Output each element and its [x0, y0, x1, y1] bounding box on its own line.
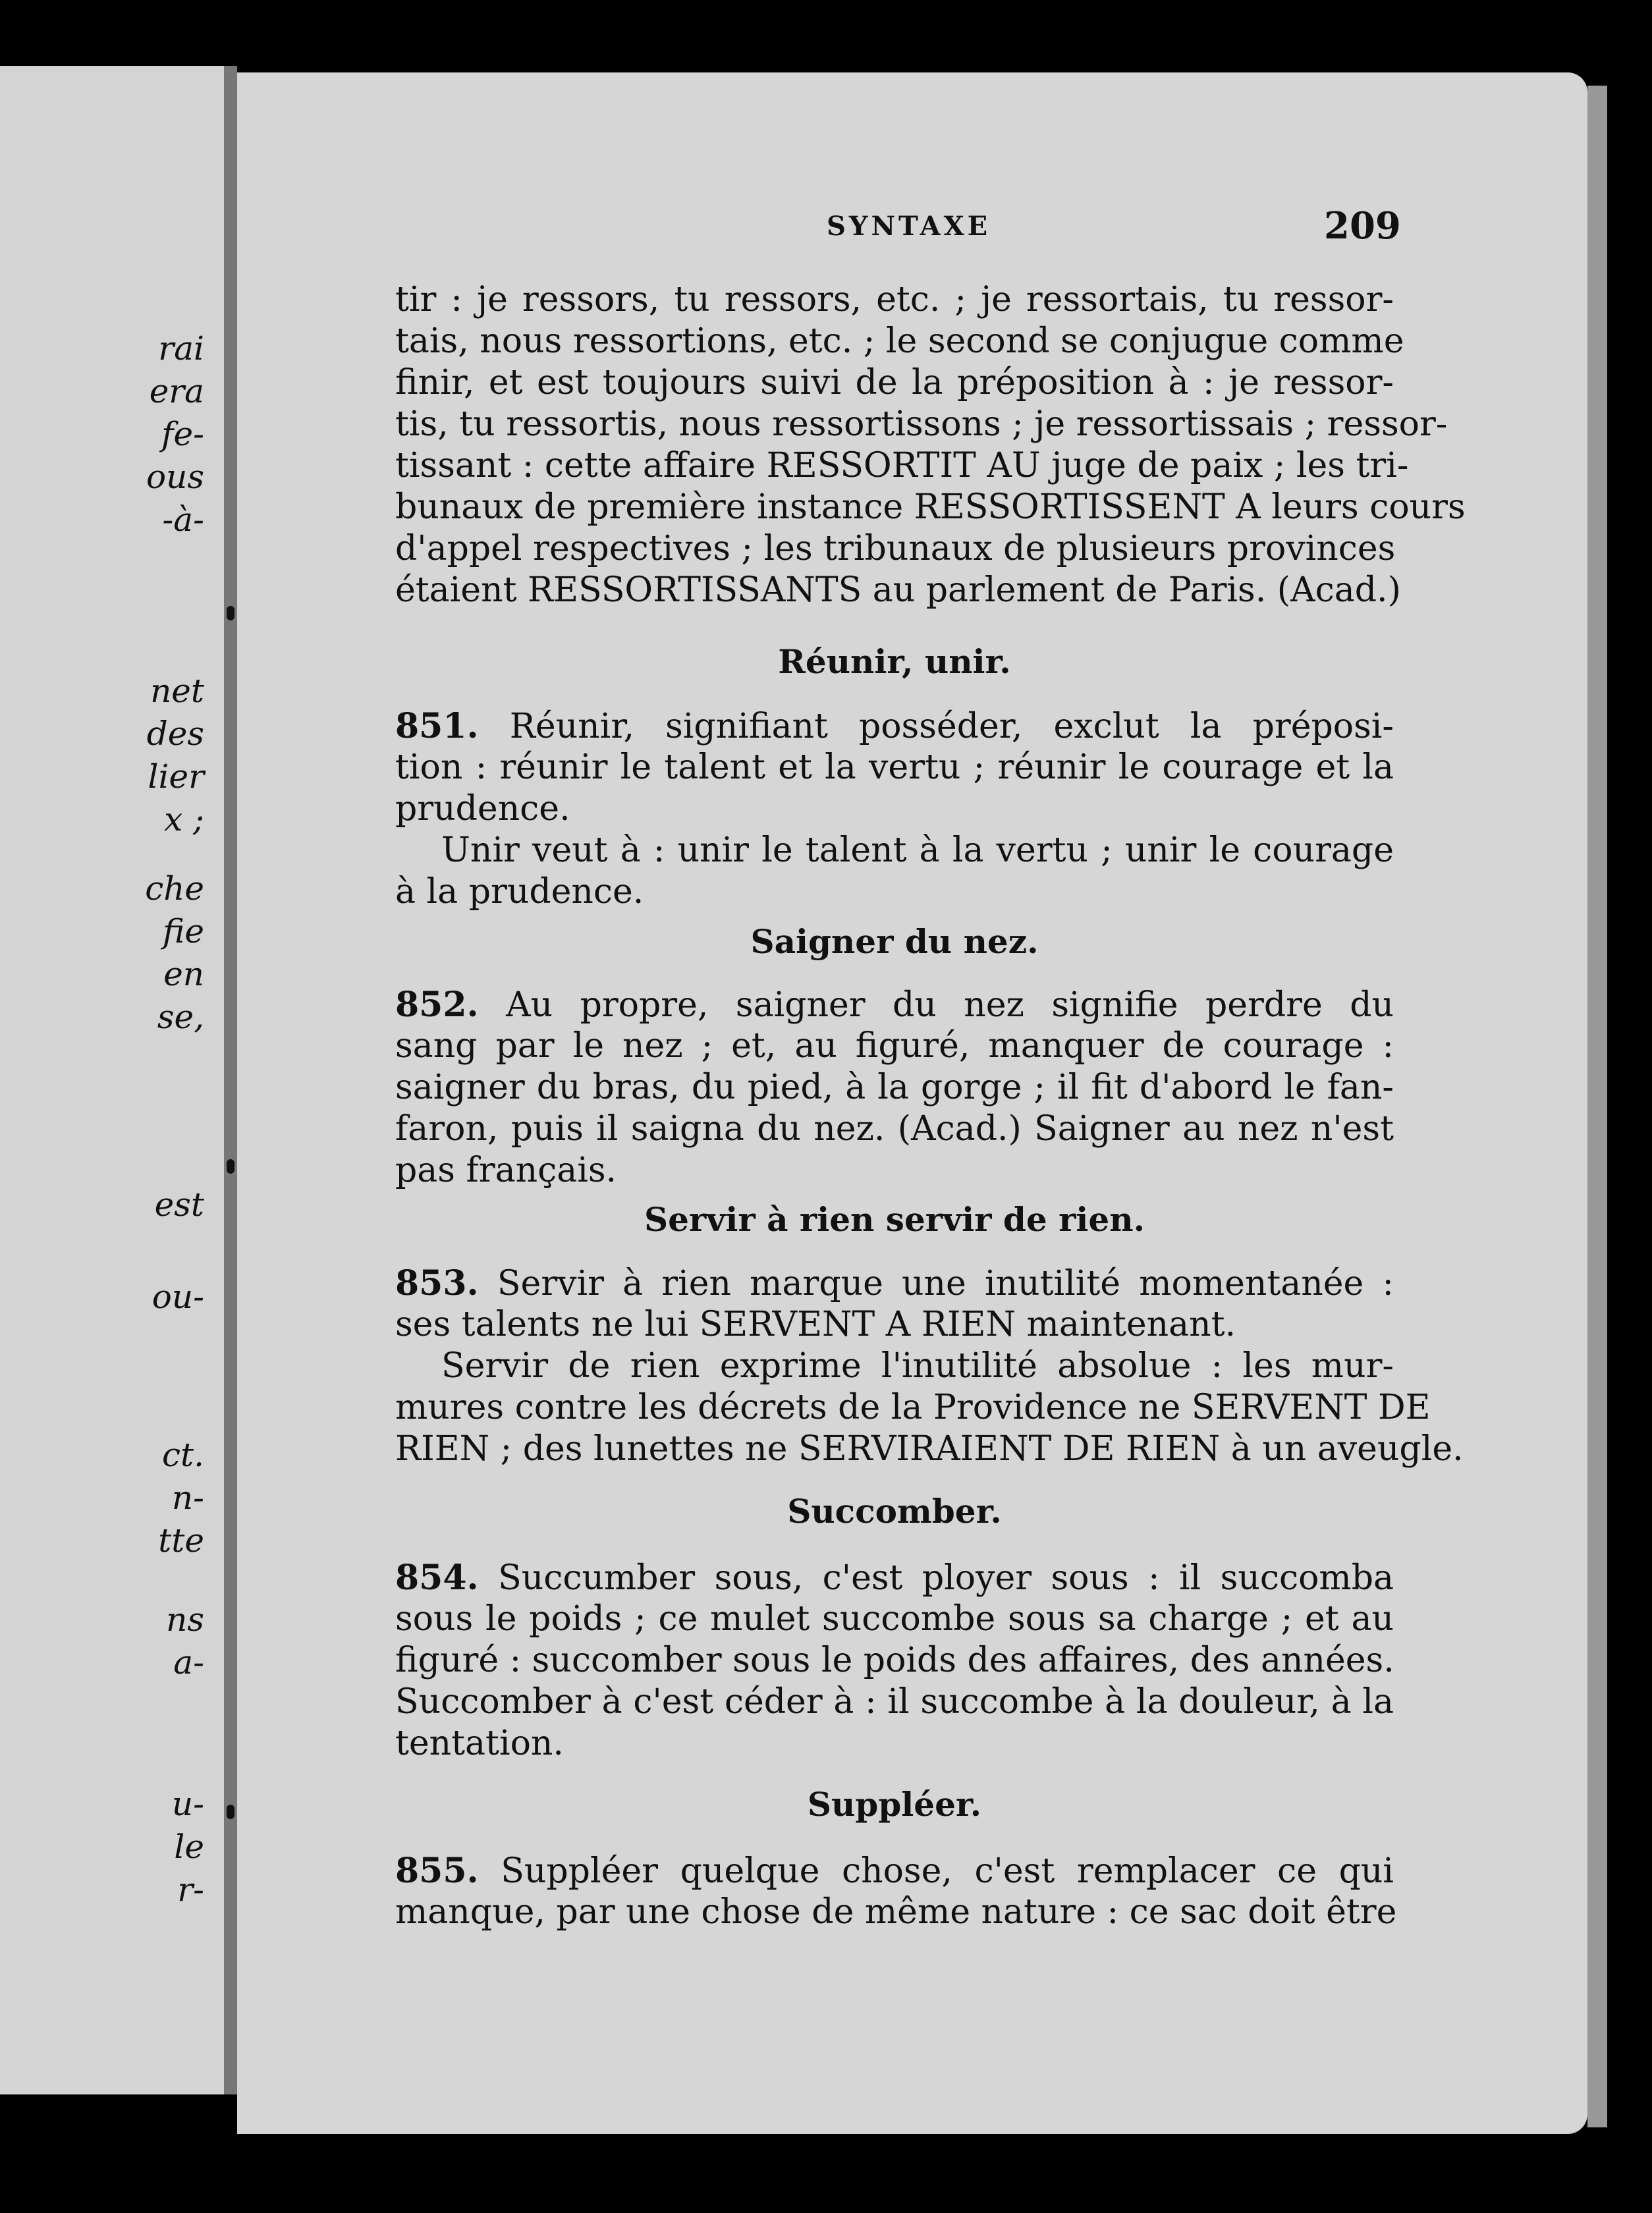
text-line: sous le poids ; ce mulet succombe sous sa charge ; et au — [395, 1599, 1394, 1639]
text-line: tais, nous ressortions, etc. ; le second se conjugue comme — [395, 321, 1404, 361]
section-first-line: 853. Servir à rien marque une inutilité momentanée : — [395, 1263, 1394, 1303]
section-number: 852. — [395, 985, 479, 1025]
text-line: pas français. — [395, 1151, 617, 1190]
left-fragment: se, — [157, 998, 204, 1036]
left-fragment: ous — [146, 458, 204, 496]
page-number: 209 — [1324, 204, 1401, 248]
section-first-line: 851. Réunir, signifiant posséder, exclut la préposi- — [395, 706, 1394, 746]
left-fragment: r- — [177, 1871, 204, 1909]
book-gutter — [224, 66, 237, 2094]
running-title: SYNTAXE — [827, 211, 991, 242]
section-heading: Suppléer. — [807, 1785, 982, 1824]
text-line: Succomber à c'est céder à : il succombe à la douleur, à la — [395, 1682, 1394, 1722]
binding-stitch — [227, 1159, 234, 1174]
right-page — [237, 72, 1587, 2134]
left-fragment: tte — [158, 1521, 204, 1560]
section-heading: Succomber. — [787, 1492, 1002, 1531]
text-line: faron, puis il saigna du nez. (Acad.) Saigner au nez n'est — [395, 1109, 1394, 1149]
section-number: 854. — [395, 1558, 479, 1598]
section-heading: Servir à rien servir de rien. — [644, 1200, 1145, 1239]
left-fragment: u- — [171, 1785, 204, 1823]
left-fragment: rai — [158, 329, 204, 368]
text-line: finir, et est toujours suivi de la préposition à : je ressor- — [395, 363, 1394, 402]
text-line: tissant : cette affaire RESSORTIT AU juge de paix ; les tri- — [395, 446, 1409, 485]
text-line: Servir de rien exprime l'inutilité absolue : les mur- — [441, 1346, 1394, 1386]
left-fragment: x ; — [164, 800, 204, 838]
left-fragment: fie — [163, 912, 204, 950]
left-fragment: ns — [166, 1600, 204, 1639]
section-number: 853. — [395, 1263, 479, 1303]
text-line: tion : réunir le talent et la vertu ; réunir le courage et la — [395, 748, 1394, 787]
binding-stitch — [227, 1805, 234, 1819]
left-fragment: des — [146, 715, 204, 753]
left-fragment: fe- — [161, 415, 204, 453]
left-fragment: en — [163, 955, 204, 993]
left-fragment: -à- — [162, 501, 204, 539]
text-line: tis, tu ressortis, nous ressortissons ; je ressortissais ; ressor- — [395, 404, 1448, 444]
left-fragment: ou- — [151, 1278, 204, 1316]
left-fragment: che — [145, 869, 204, 908]
page-edge — [1587, 86, 1607, 2127]
left-fragment: est — [154, 1186, 204, 1224]
text-line: ses talents ne lui SERVENT A RIEN maintenant. — [395, 1305, 1236, 1344]
left-fragment: ct. — [162, 1436, 204, 1474]
binding-stitch — [227, 606, 234, 620]
text-line: RIEN ; des lunettes ne SERVIRAIENT DE RIEN à un aveugle. — [395, 1429, 1464, 1469]
section-first-line: 854. Succumber sous, c'est ployer sous : il succomba — [395, 1558, 1394, 1598]
text-line: bunaux de première instance RESSORTISSENT A leurs cours — [395, 487, 1466, 527]
left-fragment: n- — [171, 1479, 204, 1517]
left-fragment: net — [150, 672, 204, 710]
text-line: mures contre les décrets de la Providence ne SERVENT DE — [395, 1388, 1431, 1427]
section-heading: Saigner du nez. — [750, 922, 1039, 961]
left-fragment: a- — [173, 1643, 204, 1681]
text-line: sang par le nez ; et, au figuré, manquer de courage : — [395, 1026, 1394, 1066]
text-line: étaient RESSORTISSANTS au parlement de Paris. (Acad.) — [395, 570, 1401, 610]
text-line: figuré : succomber sous le poids des affaires, des années. — [395, 1641, 1394, 1680]
text-line: d'appel respectives ; les tribunaux de plusieurs provinces — [395, 529, 1396, 568]
left-fragment: le — [174, 1828, 204, 1866]
left-fragment: era — [149, 372, 204, 410]
text-line: prudence. — [395, 789, 570, 829]
text-line: saigner du bras, du pied, à la gorge ; il fit d'abord le fan- — [395, 1068, 1394, 1107]
section-number: 851. — [395, 706, 479, 746]
section-heading: Réunir, unir. — [778, 642, 1011, 681]
text-line: tir : je ressors, tu ressors, etc. ; je ressortais, tu ressor- — [395, 280, 1394, 319]
text-line: manque, par une chose de même nature : ce sac doit être — [395, 1892, 1397, 1932]
text-line: Unir veut à : unir le talent à la vertu ; unir le courage — [441, 831, 1394, 870]
text-line: à la prudence. — [395, 872, 644, 912]
left-page — [0, 66, 226, 2094]
left-fragment: lier — [148, 757, 204, 796]
text-line: tentation. — [395, 1724, 564, 1763]
section-number: 855. — [395, 1851, 479, 1891]
section-first-line: 855. Suppléer quelque chose, c'est remplacer ce qui — [395, 1851, 1394, 1891]
section-first-line: 852. Au propre, saigner du nez signifie perdre du — [395, 985, 1394, 1025]
